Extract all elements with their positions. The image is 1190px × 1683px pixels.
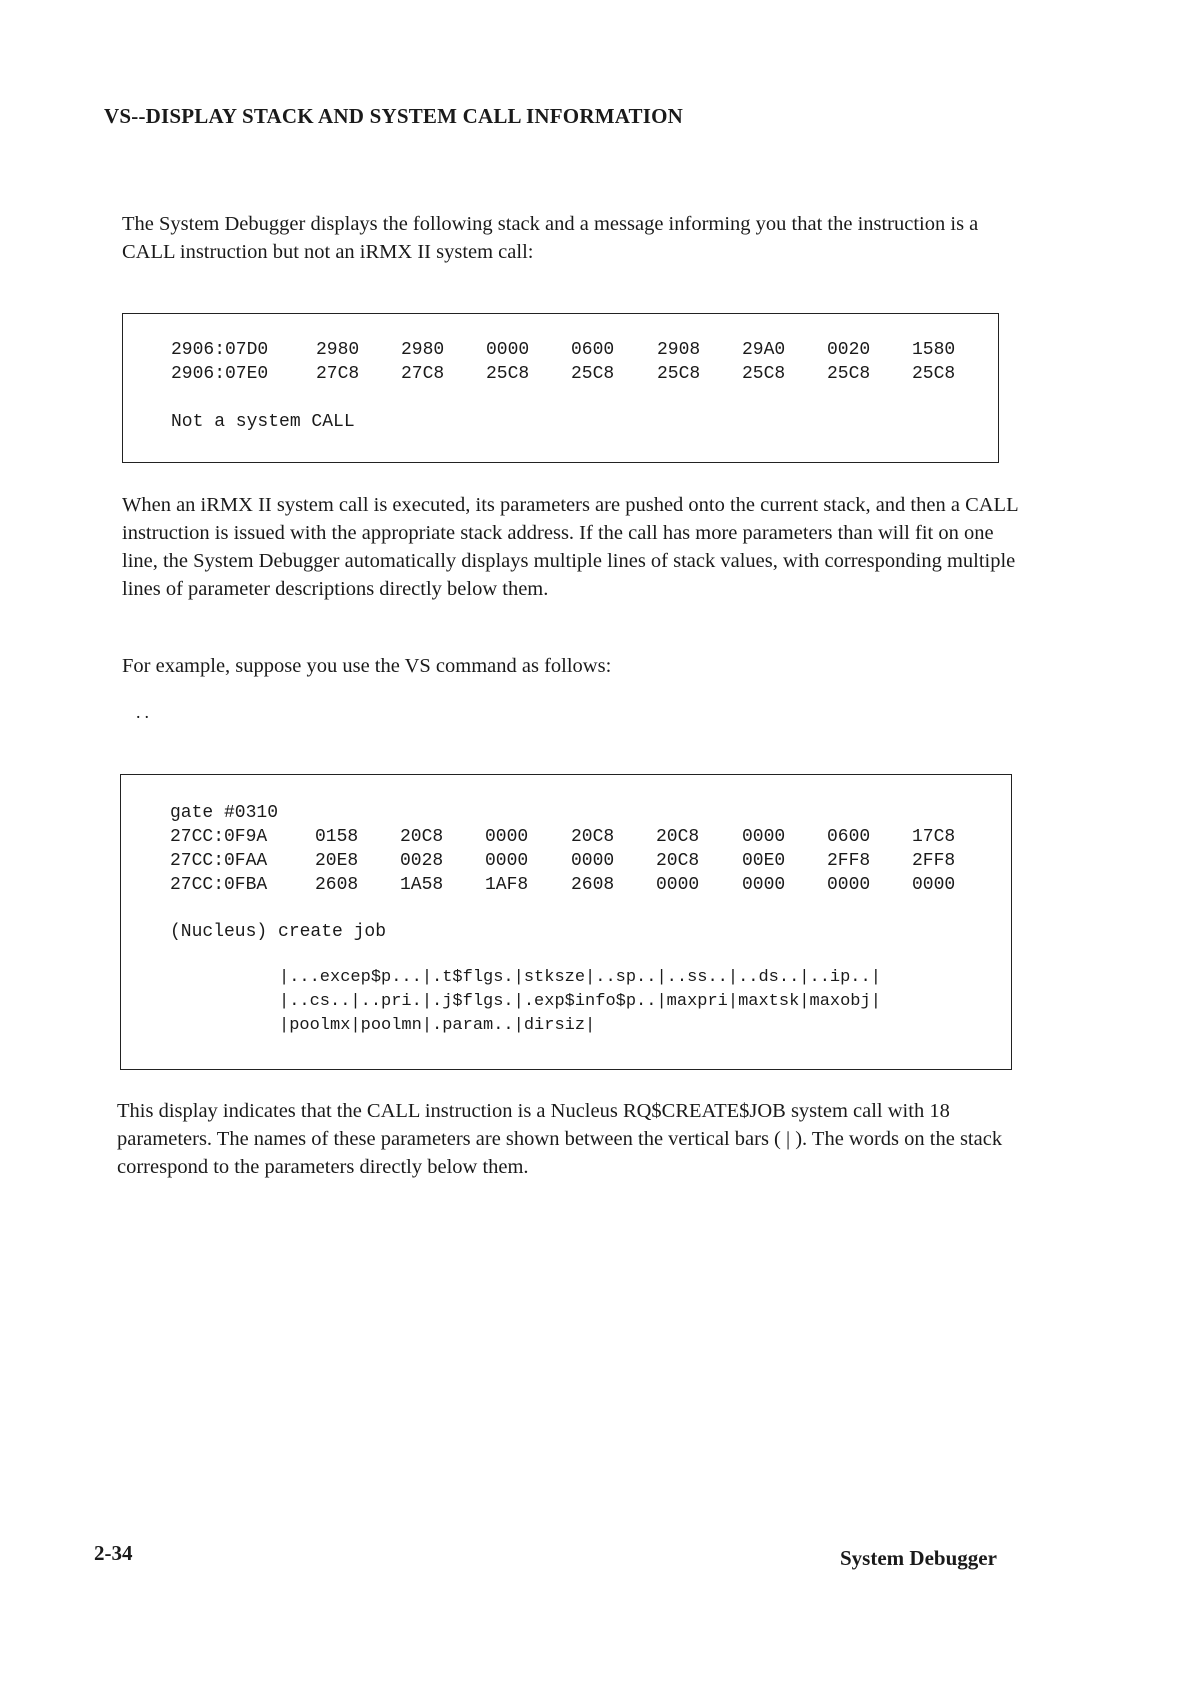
parameter-names-line: |..cs..|..pri.|.j$flgs.|.exp$info$p..|maxpri|maxtsk|maxobj| bbox=[279, 992, 881, 1011]
page-number: 2-34 bbox=[94, 1541, 133, 1565]
stack-word: 20C8 bbox=[571, 827, 615, 847]
stack-word: 0000 bbox=[827, 875, 871, 895]
stack-word: 25C8 bbox=[912, 364, 956, 384]
stack-word: 0600 bbox=[827, 827, 871, 847]
footer-section-title: System Debugger bbox=[840, 1546, 997, 1570]
stack-word: 0020 bbox=[827, 340, 871, 360]
stack-address: 27CC:0F9A bbox=[170, 827, 268, 847]
stack-word: 1A58 bbox=[400, 875, 444, 895]
stack-word: 20E8 bbox=[315, 851, 359, 871]
stack-word: 0000 bbox=[742, 827, 786, 847]
stack-row bbox=[170, 851, 1000, 875]
stack-address: 2906:07E0 bbox=[171, 364, 269, 384]
stack-word: 0600 bbox=[571, 340, 615, 360]
stack-word: 2908 bbox=[657, 340, 701, 360]
stack-word: 20C8 bbox=[656, 851, 700, 871]
stack-word: 0158 bbox=[315, 827, 359, 847]
stack-word: 00E0 bbox=[742, 851, 786, 871]
explanation-paragraph: When an iRMX II system call is executed, its parameters are pushed onto the current stack, and then a CALL instruction is issued with the appropriate stack address. If the call has more parameters than will fit on one line, the System Debugger automatically displays multiple lines of stack values, with corresponding multiple lines of parameter descriptions directly below them. bbox=[122, 494, 1018, 600]
stack-word: 0000 bbox=[571, 851, 615, 871]
stack-row bbox=[170, 875, 1000, 899]
stack-word: 0028 bbox=[400, 851, 444, 871]
stack-address: 27CC:0FBA bbox=[170, 875, 268, 895]
stack-display-box-2 bbox=[120, 774, 1012, 1070]
stack-word: 0000 bbox=[485, 851, 529, 871]
section-heading: VS--DISPLAY STACK AND SYSTEM CALL INFORMATION bbox=[104, 104, 684, 128]
summary-paragraph: This display indicates that the CALL instruction is a Nucleus RQ$CREATE$JOB system call with 18 parameters. The names of these parameters are shown between the vertical bars ( | ). The words on the stack correspond to the parameters directly below them. bbox=[117, 1100, 1003, 1178]
command-dots: .. bbox=[136, 702, 153, 722]
stack-word: 2608 bbox=[571, 875, 615, 895]
example-intro-paragraph: For example, suppose you use the VS command as follows: bbox=[122, 655, 612, 677]
stack-row bbox=[171, 364, 991, 388]
stack-word: 2608 bbox=[315, 875, 359, 895]
stack-address: 27CC:0FAA bbox=[170, 851, 268, 871]
stack-word: 25C8 bbox=[827, 364, 871, 384]
stack-word: 0000 bbox=[485, 827, 529, 847]
not-system-call-message: Not a system CALL bbox=[171, 412, 355, 432]
gate-label: gate #0310 bbox=[170, 803, 279, 823]
parameter-names-line: |...excep$p...|.t$flgs.|stksze|..sp..|..ss..|..ds..|..ip..| bbox=[279, 968, 881, 987]
stack-word: 27C8 bbox=[316, 364, 360, 384]
stack-word: 0000 bbox=[912, 875, 956, 895]
stack-word: 20C8 bbox=[656, 827, 700, 847]
stack-word: 2980 bbox=[401, 340, 445, 360]
stack-word: 1580 bbox=[912, 340, 956, 360]
stack-word: 0000 bbox=[742, 875, 786, 895]
parameter-names-line: |poolmx|poolmn|.param..|dirsiz| bbox=[279, 1016, 596, 1035]
stack-word: 0000 bbox=[656, 875, 700, 895]
stack-word: 27C8 bbox=[401, 364, 445, 384]
stack-word: 20C8 bbox=[400, 827, 444, 847]
stack-word: 1AF8 bbox=[485, 875, 529, 895]
stack-word: 17C8 bbox=[912, 827, 956, 847]
system-call-name: (Nucleus) create job bbox=[170, 922, 387, 942]
intro-paragraph: The System Debugger displays the following stack and a message informing you that the instruction is a CALL instruction but not an iRMX II system call: bbox=[122, 213, 979, 263]
stack-row bbox=[171, 340, 991, 364]
stack-word: 0000 bbox=[486, 340, 530, 360]
stack-word: 25C8 bbox=[742, 364, 786, 384]
stack-row bbox=[170, 827, 1000, 851]
stack-word: 25C8 bbox=[657, 364, 701, 384]
stack-word: 2FF8 bbox=[912, 851, 956, 871]
stack-word: 25C8 bbox=[571, 364, 615, 384]
stack-display-box-1 bbox=[122, 313, 999, 463]
stack-word: 2980 bbox=[316, 340, 360, 360]
stack-word: 2FF8 bbox=[827, 851, 871, 871]
stack-address: 2906:07D0 bbox=[171, 340, 269, 360]
stack-word: 25C8 bbox=[486, 364, 530, 384]
stack-word: 29A0 bbox=[742, 340, 786, 360]
